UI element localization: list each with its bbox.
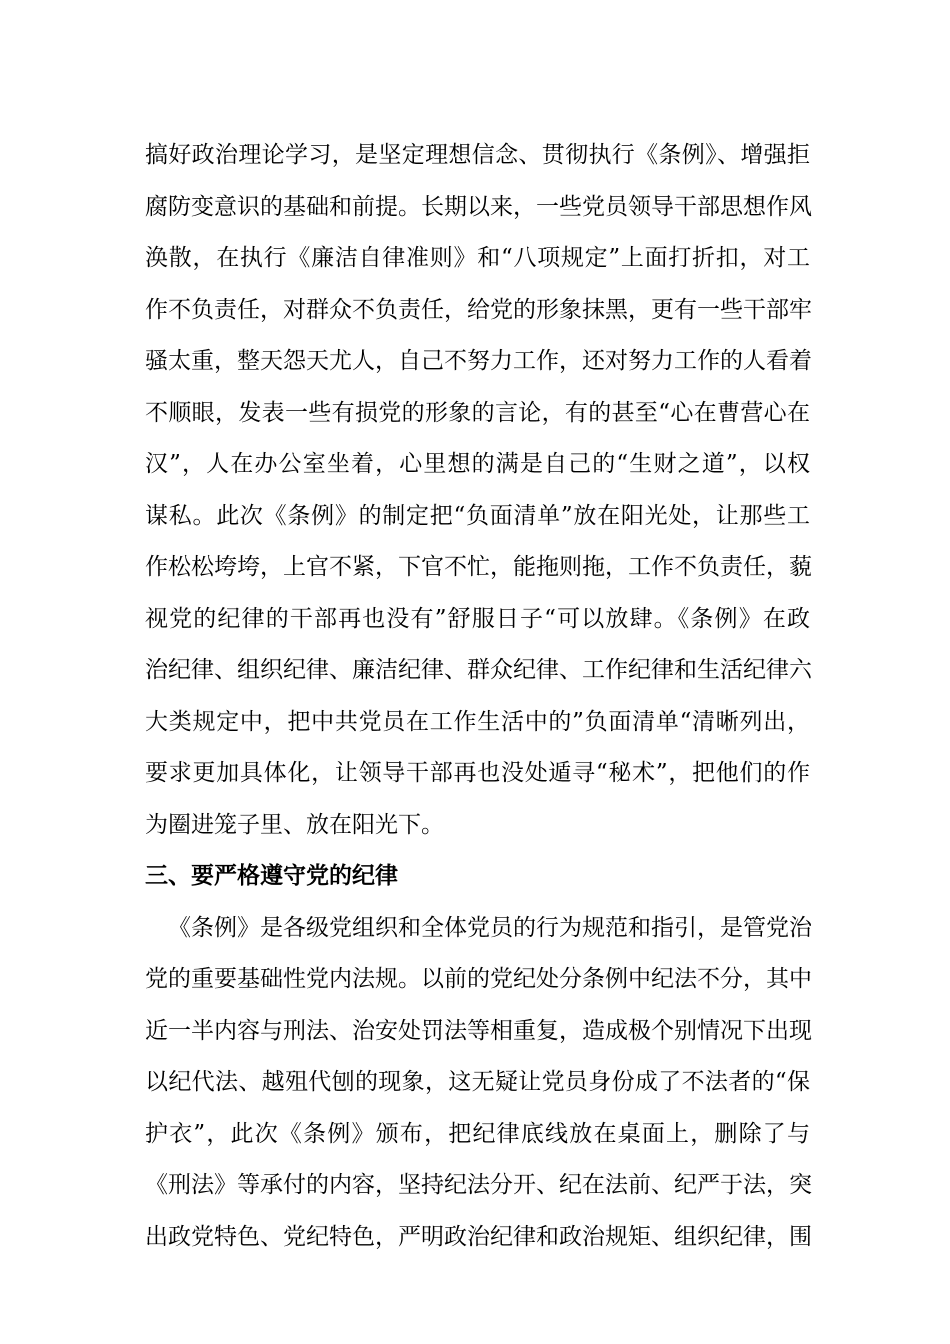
paragraph-2 bbox=[145, 903, 810, 1264]
text-line: 出政党特色、党纪特色，严明政治纪律和政治规矩、组织纪律，围 bbox=[145, 1223, 812, 1250]
text-line: 谋私。此次《条例》的制定把“负面清单”放在阳光处，让那些工 bbox=[145, 502, 810, 529]
document-body bbox=[145, 130, 810, 1263]
text-line: 《条例》是各级党组织和全体党员的行为规范和指引，是管党治 bbox=[168, 914, 812, 941]
text-line: 护衣”，此次《条例》颁布，把纪律底线放在桌面上，删除了与 bbox=[145, 1120, 810, 1147]
text-line: 作松松垮垮，上官不紧，下官不忙，能拖则拖，工作不负责任，藐 bbox=[145, 554, 812, 580]
text-line: 近一半内容与刑法、治安处罚法等相重复，造成极个别情况下出现 bbox=[145, 1017, 812, 1044]
text-line: 党的重要基础性党内法规。以前的党纪处分条例中纪法不分，其中 bbox=[145, 966, 812, 992]
text-line: 不顺眼，发表一些有损党的形象的言论，有的甚至“心在曹营心在 bbox=[145, 399, 810, 426]
section-heading: 三、要严格遵守党的纪律 bbox=[145, 863, 398, 889]
text-line: 视党的纪律的干部再也没有”舒服日子“可以放肆。《条例》在政 bbox=[145, 605, 810, 632]
text-line: 为圈进笼子里、放在阳光下。 bbox=[145, 811, 444, 838]
text-line: 治纪律、组织纪律、廉洁纪律、群众纪律、工作纪律和生活纪律六 bbox=[145, 657, 812, 683]
text-line: 涣散，在执行《廉洁自律准则》和“八项规定”上面打折扣，对工 bbox=[145, 245, 810, 271]
text-line: 要求更加具体化，让领导干部再也没处遁寻“秘术”，把他们的作 bbox=[145, 760, 810, 786]
paragraph-1 bbox=[145, 130, 810, 851]
text-line: 搞好政治理论学习，是坚定理想信念、贯彻执行《条例》、增强拒 bbox=[145, 142, 810, 168]
text-line: 作不负责任，对群众不负责任，给党的形象抹黑，更有一些干部牢 bbox=[145, 296, 812, 323]
text-line: 大类规定中，把中共党员在工作生活中的”负面清单“清晰列出， bbox=[145, 708, 810, 735]
text-line: 汉”，人在办公室坐着，心里想的满是自己的“生财之道”，以权 bbox=[145, 451, 810, 477]
text-line: 腐防变意识的基础和前提。长期以来，一些党员领导干部思想作风 bbox=[145, 193, 812, 220]
text-line: 骚太重，整天怨天尤人，自己不努力工作，还对努力工作的人看着 bbox=[145, 348, 812, 374]
text-line: 以纪代法、越殂代刨的现象，这无疑让党员身份成了不法者的“保 bbox=[145, 1069, 810, 1095]
text-line: 《刑法》等承付的内容，坚持纪法分开、纪在法前、纪严于法，突 bbox=[145, 1172, 812, 1198]
